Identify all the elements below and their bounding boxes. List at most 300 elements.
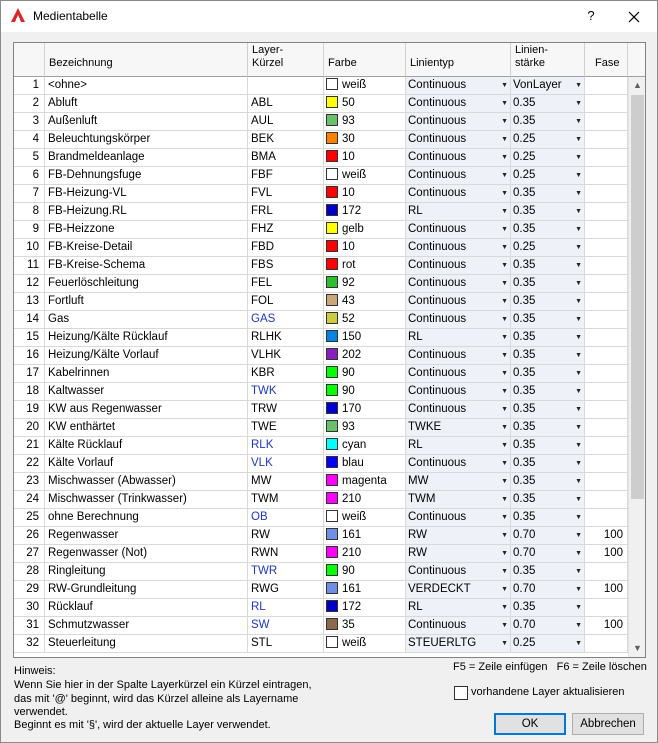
- name-cell[interactable]: Kabelrinnen: [45, 365, 248, 383]
- column-header-color[interactable]: [324, 43, 406, 77]
- name-cell[interactable]: Feuerlöschleitung: [45, 275, 248, 293]
- name-cell[interactable]: Heizung/Kälte Vorlauf: [45, 347, 248, 365]
- row-number[interactable]: 20: [14, 419, 45, 437]
- chevron-down-icon[interactable]: ▼: [501, 568, 508, 575]
- fase-cell[interactable]: 100: [585, 527, 628, 545]
- name-cell[interactable]: Beleuchtungskörper: [45, 131, 248, 149]
- color-cell[interactable]: [324, 275, 406, 293]
- linetype-dropdown[interactable]: [406, 635, 511, 653]
- chevron-down-icon[interactable]: ▼: [501, 244, 508, 251]
- lineweight-dropdown[interactable]: [511, 275, 585, 293]
- fase-cell[interactable]: [585, 113, 628, 131]
- abbr-cell[interactable]: STL: [248, 635, 324, 653]
- linetype-dropdown[interactable]: [406, 563, 511, 581]
- name-cell[interactable]: Kälte Vorlauf: [45, 455, 248, 473]
- table-row[interactable]: [14, 563, 628, 581]
- lineweight-dropdown[interactable]: [511, 563, 585, 581]
- row-number[interactable]: 9: [14, 221, 45, 239]
- table-row[interactable]: [14, 95, 628, 113]
- fase-cell[interactable]: [585, 401, 628, 419]
- fase-cell[interactable]: [585, 131, 628, 149]
- color-cell[interactable]: [324, 401, 406, 419]
- name-cell[interactable]: Brandmeldeanlage: [45, 149, 248, 167]
- table-row[interactable]: [14, 77, 628, 95]
- chevron-down-icon[interactable]: ▼: [575, 172, 582, 179]
- table-row[interactable]: [14, 509, 628, 527]
- fase-cell[interactable]: [585, 257, 628, 275]
- table-row[interactable]: [14, 545, 628, 563]
- update-layers-checkbox[interactable]: [454, 686, 468, 700]
- table-row[interactable]: [14, 455, 628, 473]
- abbr-cell[interactable]: TWR: [248, 563, 324, 581]
- update-layers-label[interactable]: vorhandene Layer aktualisieren: [471, 686, 625, 698]
- row-number[interactable]: 11: [14, 257, 45, 275]
- linetype-dropdown[interactable]: [406, 167, 511, 185]
- chevron-down-icon[interactable]: ▼: [501, 586, 508, 593]
- name-cell[interactable]: FB-Heizzone: [45, 221, 248, 239]
- lineweight-dropdown[interactable]: [511, 491, 585, 509]
- table-row[interactable]: [14, 293, 628, 311]
- chevron-down-icon[interactable]: ▼: [575, 550, 582, 557]
- linetype-dropdown[interactable]: [406, 77, 511, 95]
- linetype-dropdown[interactable]: [406, 329, 511, 347]
- row-number[interactable]: 7: [14, 185, 45, 203]
- row-number[interactable]: 26: [14, 527, 45, 545]
- linetype-dropdown[interactable]: [406, 149, 511, 167]
- lineweight-dropdown[interactable]: [511, 257, 585, 275]
- abbr-cell[interactable]: MW: [248, 473, 324, 491]
- row-number[interactable]: 16: [14, 347, 45, 365]
- chevron-down-icon[interactable]: ▼: [575, 244, 582, 251]
- chevron-down-icon[interactable]: ▼: [501, 226, 508, 233]
- chevron-down-icon[interactable]: ▼: [575, 532, 582, 539]
- lineweight-dropdown[interactable]: [511, 311, 585, 329]
- linetype-dropdown[interactable]: [406, 293, 511, 311]
- lineweight-dropdown[interactable]: [511, 329, 585, 347]
- row-number[interactable]: 32: [14, 635, 45, 653]
- chevron-down-icon[interactable]: ▼: [575, 316, 582, 323]
- chevron-down-icon[interactable]: ▼: [501, 262, 508, 269]
- chevron-down-icon[interactable]: ▼: [575, 496, 582, 503]
- fase-cell[interactable]: [585, 509, 628, 527]
- lineweight-dropdown[interactable]: [511, 203, 585, 221]
- color-cell[interactable]: [324, 131, 406, 149]
- fase-cell[interactable]: [585, 491, 628, 509]
- chevron-down-icon[interactable]: ▼: [575, 262, 582, 269]
- color-cell[interactable]: [324, 509, 406, 527]
- chevron-down-icon[interactable]: ▼: [501, 532, 508, 539]
- abbr-cell[interactable]: FEL: [248, 275, 324, 293]
- chevron-down-icon[interactable]: ▼: [575, 460, 582, 467]
- fase-cell[interactable]: [585, 365, 628, 383]
- fase-cell[interactable]: [585, 149, 628, 167]
- chevron-down-icon[interactable]: ▼: [501, 442, 508, 449]
- lineweight-dropdown[interactable]: [511, 419, 585, 437]
- lineweight-dropdown[interactable]: [511, 365, 585, 383]
- chevron-down-icon[interactable]: ▼: [501, 478, 508, 485]
- chevron-down-icon[interactable]: ▼: [575, 586, 582, 593]
- lineweight-dropdown[interactable]: [511, 509, 585, 527]
- chevron-down-icon[interactable]: ▼: [501, 298, 508, 305]
- chevron-down-icon[interactable]: ▼: [501, 622, 508, 629]
- linetype-dropdown[interactable]: [406, 509, 511, 527]
- color-cell[interactable]: [324, 149, 406, 167]
- fase-cell[interactable]: 100: [585, 581, 628, 599]
- lineweight-dropdown[interactable]: [511, 635, 585, 653]
- chevron-down-icon[interactable]: ▼: [501, 406, 508, 413]
- chevron-down-icon[interactable]: ▼: [501, 190, 508, 197]
- chevron-down-icon[interactable]: ▼: [575, 298, 582, 305]
- name-cell[interactable]: Schmutzwasser: [45, 617, 248, 635]
- name-cell[interactable]: KW enthärtet: [45, 419, 248, 437]
- chevron-down-icon[interactable]: ▼: [501, 550, 508, 557]
- row-number[interactable]: 25: [14, 509, 45, 527]
- chevron-down-icon[interactable]: ▼: [575, 640, 582, 647]
- table-row[interactable]: [14, 383, 628, 401]
- color-cell[interactable]: [324, 347, 406, 365]
- color-cell[interactable]: [324, 455, 406, 473]
- color-cell[interactable]: [324, 257, 406, 275]
- lineweight-dropdown[interactable]: [511, 113, 585, 131]
- linetype-dropdown[interactable]: [406, 455, 511, 473]
- row-number[interactable]: 3: [14, 113, 45, 131]
- row-number[interactable]: 21: [14, 437, 45, 455]
- row-number[interactable]: 30: [14, 599, 45, 617]
- table-row[interactable]: [14, 275, 628, 293]
- color-cell[interactable]: [324, 365, 406, 383]
- linetype-dropdown[interactable]: [406, 275, 511, 293]
- name-cell[interactable]: Ringleitung: [45, 563, 248, 581]
- chevron-down-icon[interactable]: ▼: [575, 442, 582, 449]
- table-row[interactable]: [14, 437, 628, 455]
- close-icon[interactable]: [623, 6, 645, 28]
- abbr-cell[interactable]: RLHK: [248, 329, 324, 347]
- abbr-cell[interactable]: RWN: [248, 545, 324, 563]
- table-row[interactable]: [14, 419, 628, 437]
- chevron-down-icon[interactable]: ▼: [501, 496, 508, 503]
- chevron-down-icon[interactable]: ▼: [501, 316, 508, 323]
- fase-cell[interactable]: [585, 293, 628, 311]
- lineweight-dropdown[interactable]: [511, 77, 585, 95]
- lineweight-dropdown[interactable]: [511, 131, 585, 149]
- abbr-cell[interactable]: FBD: [248, 239, 324, 257]
- lineweight-dropdown[interactable]: [511, 599, 585, 617]
- chevron-down-icon[interactable]: ▼: [575, 388, 582, 395]
- chevron-down-icon[interactable]: ▼: [501, 640, 508, 647]
- fase-cell[interactable]: 100: [585, 617, 628, 635]
- name-cell[interactable]: Außenluft: [45, 113, 248, 131]
- chevron-down-icon[interactable]: ▼: [501, 388, 508, 395]
- name-cell[interactable]: ohne Berechnung: [45, 509, 248, 527]
- fase-cell[interactable]: [585, 77, 628, 95]
- chevron-down-icon[interactable]: ▼: [575, 352, 582, 359]
- linetype-dropdown[interactable]: [406, 419, 511, 437]
- chevron-down-icon[interactable]: ▼: [575, 154, 582, 161]
- linetype-dropdown[interactable]: [406, 95, 511, 113]
- table-row[interactable]: [14, 203, 628, 221]
- color-cell[interactable]: [324, 77, 406, 95]
- name-cell[interactable]: Fortluft: [45, 293, 248, 311]
- row-number[interactable]: 5: [14, 149, 45, 167]
- chevron-down-icon[interactable]: ▼: [501, 136, 508, 143]
- abbr-cell[interactable]: RW: [248, 527, 324, 545]
- lineweight-dropdown[interactable]: [511, 437, 585, 455]
- abbr-cell[interactable]: VLHK: [248, 347, 324, 365]
- scroll-thumb[interactable]: [631, 95, 644, 499]
- lineweight-dropdown[interactable]: [511, 167, 585, 185]
- linetype-dropdown[interactable]: [406, 581, 511, 599]
- linetype-dropdown[interactable]: [406, 599, 511, 617]
- row-number[interactable]: 15: [14, 329, 45, 347]
- abbr-cell[interactable]: RLK: [248, 437, 324, 455]
- chevron-down-icon[interactable]: ▼: [575, 622, 582, 629]
- chevron-down-icon[interactable]: ▼: [575, 334, 582, 341]
- row-number[interactable]: 8: [14, 203, 45, 221]
- name-cell[interactable]: FB-Heizung-VL: [45, 185, 248, 203]
- table-row[interactable]: [14, 167, 628, 185]
- column-header-name[interactable]: [45, 43, 248, 77]
- column-header-abbr[interactable]: [248, 43, 324, 77]
- row-number[interactable]: 31: [14, 617, 45, 635]
- fase-cell[interactable]: [585, 167, 628, 185]
- linetype-dropdown[interactable]: [406, 113, 511, 131]
- linetype-dropdown[interactable]: [406, 617, 511, 635]
- row-number[interactable]: 12: [14, 275, 45, 293]
- name-cell[interactable]: RW-Grundleitung: [45, 581, 248, 599]
- lineweight-dropdown[interactable]: [511, 293, 585, 311]
- name-cell[interactable]: FB-Kreise-Detail: [45, 239, 248, 257]
- lineweight-dropdown[interactable]: [511, 473, 585, 491]
- fase-cell[interactable]: [585, 203, 628, 221]
- chevron-down-icon[interactable]: ▼: [501, 118, 508, 125]
- chevron-down-icon[interactable]: ▼: [575, 118, 582, 125]
- color-cell[interactable]: [324, 221, 406, 239]
- name-cell[interactable]: Mischwasser (Trinkwasser): [45, 491, 248, 509]
- linetype-dropdown[interactable]: [406, 185, 511, 203]
- lineweight-dropdown[interactable]: [511, 149, 585, 167]
- column-header-lineweight[interactable]: [511, 43, 585, 77]
- chevron-down-icon[interactable]: ▼: [501, 334, 508, 341]
- chevron-down-icon[interactable]: ▼: [575, 100, 582, 107]
- table-row[interactable]: [14, 329, 628, 347]
- abbr-cell[interactable]: BEK: [248, 131, 324, 149]
- row-number[interactable]: 4: [14, 131, 45, 149]
- lineweight-dropdown[interactable]: [511, 581, 585, 599]
- abbr-cell[interactable]: RWG: [248, 581, 324, 599]
- fase-cell[interactable]: [585, 473, 628, 491]
- abbr-cell[interactable]: FBS: [248, 257, 324, 275]
- row-number[interactable]: 23: [14, 473, 45, 491]
- lineweight-dropdown[interactable]: [511, 221, 585, 239]
- chevron-down-icon[interactable]: ▼: [501, 424, 508, 431]
- linetype-dropdown[interactable]: [406, 311, 511, 329]
- lineweight-dropdown[interactable]: [511, 383, 585, 401]
- color-cell[interactable]: [324, 185, 406, 203]
- fase-cell[interactable]: [585, 239, 628, 257]
- table-row[interactable]: [14, 473, 628, 491]
- scroll-down-icon[interactable]: ▼: [633, 643, 642, 653]
- fase-cell[interactable]: [585, 185, 628, 203]
- row-number[interactable]: 2: [14, 95, 45, 113]
- abbr-cell[interactable]: FHZ: [248, 221, 324, 239]
- chevron-down-icon[interactable]: ▼: [575, 226, 582, 233]
- name-cell[interactable]: Kälte Rücklauf: [45, 437, 248, 455]
- linetype-dropdown[interactable]: [406, 221, 511, 239]
- table-row[interactable]: [14, 599, 628, 617]
- vertical-scrollbar[interactable]: [628, 77, 646, 657]
- chevron-down-icon[interactable]: ▼: [501, 514, 508, 521]
- lineweight-dropdown[interactable]: [511, 239, 585, 257]
- name-cell[interactable]: Gas: [45, 311, 248, 329]
- fase-cell[interactable]: [585, 329, 628, 347]
- column-header-linetype[interactable]: [406, 43, 511, 77]
- linetype-dropdown[interactable]: [406, 491, 511, 509]
- table-row[interactable]: [14, 257, 628, 275]
- abbr-cell[interactable]: VLK: [248, 455, 324, 473]
- linetype-dropdown[interactable]: [406, 239, 511, 257]
- table-row[interactable]: [14, 221, 628, 239]
- abbr-cell[interactable]: [248, 77, 324, 95]
- table-row[interactable]: [14, 347, 628, 365]
- lineweight-dropdown[interactable]: [511, 455, 585, 473]
- fase-cell[interactable]: [585, 563, 628, 581]
- name-cell[interactable]: Mischwasser (Abwasser): [45, 473, 248, 491]
- table-row[interactable]: [14, 149, 628, 167]
- color-cell[interactable]: [324, 635, 406, 653]
- linetype-dropdown[interactable]: [406, 383, 511, 401]
- table-row[interactable]: [14, 581, 628, 599]
- lineweight-dropdown[interactable]: [511, 545, 585, 563]
- abbr-cell[interactable]: RL: [248, 599, 324, 617]
- table-row[interactable]: [14, 113, 628, 131]
- name-cell[interactable]: KW aus Regenwasser: [45, 401, 248, 419]
- color-cell[interactable]: [324, 527, 406, 545]
- chevron-down-icon[interactable]: ▼: [501, 604, 508, 611]
- color-cell[interactable]: [324, 581, 406, 599]
- linetype-dropdown[interactable]: [406, 527, 511, 545]
- row-number[interactable]: 18: [14, 383, 45, 401]
- color-cell[interactable]: [324, 545, 406, 563]
- color-cell[interactable]: [324, 437, 406, 455]
- chevron-down-icon[interactable]: ▼: [501, 352, 508, 359]
- help-button[interactable]: ?: [587, 8, 595, 23]
- color-cell[interactable]: [324, 473, 406, 491]
- lineweight-dropdown[interactable]: [511, 617, 585, 635]
- chevron-down-icon[interactable]: ▼: [575, 280, 582, 287]
- table-row[interactable]: [14, 311, 628, 329]
- row-number[interactable]: 10: [14, 239, 45, 257]
- linetype-dropdown[interactable]: [406, 473, 511, 491]
- color-cell[interactable]: [324, 293, 406, 311]
- chevron-down-icon[interactable]: ▼: [575, 406, 582, 413]
- name-cell[interactable]: Kaltwasser: [45, 383, 248, 401]
- abbr-cell[interactable]: KBR: [248, 365, 324, 383]
- chevron-down-icon[interactable]: ▼: [501, 460, 508, 467]
- fase-cell[interactable]: [585, 383, 628, 401]
- chevron-down-icon[interactable]: ▼: [501, 172, 508, 179]
- chevron-down-icon[interactable]: ▼: [575, 604, 582, 611]
- chevron-down-icon[interactable]: ▼: [575, 514, 582, 521]
- cancel-button[interactable]: Abbrechen: [572, 713, 644, 735]
- fase-cell[interactable]: [585, 455, 628, 473]
- fase-cell[interactable]: [585, 635, 628, 653]
- table-row[interactable]: [14, 239, 628, 257]
- row-number[interactable]: 24: [14, 491, 45, 509]
- linetype-dropdown[interactable]: [406, 365, 511, 383]
- color-cell[interactable]: [324, 563, 406, 581]
- fase-cell[interactable]: [585, 599, 628, 617]
- fase-cell[interactable]: [585, 275, 628, 293]
- abbr-cell[interactable]: TWK: [248, 383, 324, 401]
- table-row[interactable]: [14, 365, 628, 383]
- chevron-down-icon[interactable]: ▼: [575, 424, 582, 431]
- row-number[interactable]: 27: [14, 545, 45, 563]
- fase-cell[interactable]: [585, 95, 628, 113]
- name-cell[interactable]: Regenwasser (Not): [45, 545, 248, 563]
- chevron-down-icon[interactable]: ▼: [575, 478, 582, 485]
- abbr-cell[interactable]: FRL: [248, 203, 324, 221]
- name-cell[interactable]: FB-Kreise-Schema: [45, 257, 248, 275]
- name-cell[interactable]: FB-Dehnungsfuge: [45, 167, 248, 185]
- color-cell[interactable]: [324, 311, 406, 329]
- chevron-down-icon[interactable]: ▼: [575, 208, 582, 215]
- row-number[interactable]: 28: [14, 563, 45, 581]
- abbr-cell[interactable]: TRW: [248, 401, 324, 419]
- name-cell[interactable]: Rücklauf: [45, 599, 248, 617]
- name-cell[interactable]: Abluft: [45, 95, 248, 113]
- color-cell[interactable]: [324, 383, 406, 401]
- chevron-down-icon[interactable]: ▼: [501, 370, 508, 377]
- lineweight-dropdown[interactable]: [511, 401, 585, 419]
- linetype-dropdown[interactable]: [406, 203, 511, 221]
- row-number[interactable]: 6: [14, 167, 45, 185]
- linetype-dropdown[interactable]: [406, 437, 511, 455]
- row-number[interactable]: 1: [14, 77, 45, 95]
- table-row[interactable]: [14, 401, 628, 419]
- fase-cell[interactable]: [585, 419, 628, 437]
- table-row[interactable]: [14, 635, 628, 653]
- fase-cell[interactable]: [585, 311, 628, 329]
- lineweight-dropdown[interactable]: [511, 185, 585, 203]
- color-cell[interactable]: [324, 329, 406, 347]
- chevron-down-icon[interactable]: ▼: [501, 208, 508, 215]
- chevron-down-icon[interactable]: ▼: [501, 154, 508, 161]
- table-row[interactable]: [14, 527, 628, 545]
- chevron-down-icon[interactable]: ▼: [501, 100, 508, 107]
- name-cell[interactable]: <ohne>: [45, 77, 248, 95]
- color-cell[interactable]: [324, 239, 406, 257]
- row-number[interactable]: 13: [14, 293, 45, 311]
- table-row[interactable]: [14, 131, 628, 149]
- lineweight-dropdown[interactable]: [511, 527, 585, 545]
- chevron-down-icon[interactable]: ▼: [575, 568, 582, 575]
- fase-cell[interactable]: [585, 437, 628, 455]
- color-cell[interactable]: [324, 167, 406, 185]
- abbr-cell[interactable]: OB: [248, 509, 324, 527]
- fase-cell[interactable]: [585, 221, 628, 239]
- color-cell[interactable]: [324, 599, 406, 617]
- abbr-cell[interactable]: FVL: [248, 185, 324, 203]
- abbr-cell[interactable]: SW: [248, 617, 324, 635]
- chevron-down-icon[interactable]: ▼: [501, 82, 508, 89]
- abbr-cell[interactable]: FBF: [248, 167, 324, 185]
- color-cell[interactable]: [324, 203, 406, 221]
- name-cell[interactable]: Regenwasser: [45, 527, 248, 545]
- name-cell[interactable]: Steuerleitung: [45, 635, 248, 653]
- name-cell[interactable]: FB-Heizung.RL: [45, 203, 248, 221]
- linetype-dropdown[interactable]: [406, 401, 511, 419]
- lineweight-dropdown[interactable]: [511, 347, 585, 365]
